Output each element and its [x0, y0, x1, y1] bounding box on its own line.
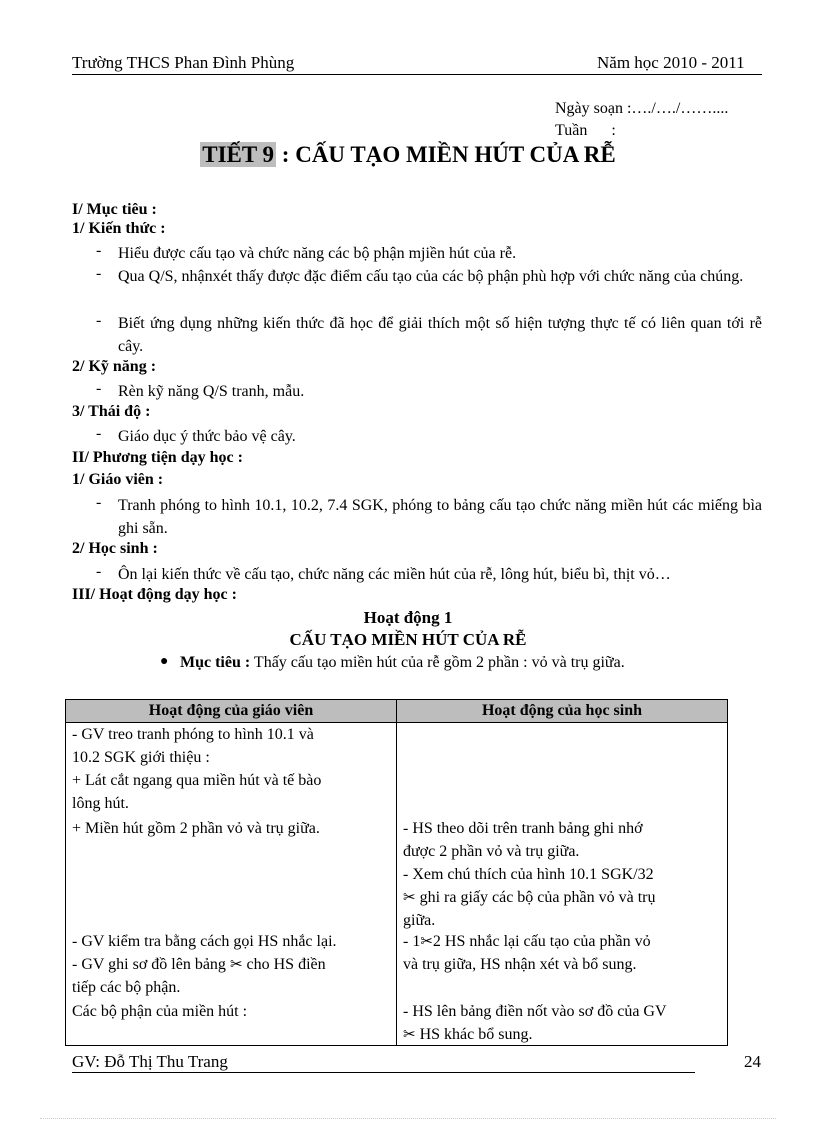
section-knowledge: 1/ Kiến thức : [72, 220, 166, 237]
table-row: - GV treo tranh phóng to hình 10.1 và [72, 726, 314, 743]
student-cell [397, 723, 728, 1046]
table-row: - HS lên bảng điền nốt vào sơ đồ của GV [403, 1003, 667, 1020]
table-row: 10.2 SGK giới thiệu : [72, 749, 210, 766]
table-row: - GV kiểm tra bằng cách gọi HS nhắc lại. [72, 933, 337, 950]
prep-date: Ngày soạn :…./…./…….... [555, 100, 729, 117]
table-row: Các bộ phận của miền hút : [72, 1003, 248, 1020]
col-teacher-header: Hoạt động của giáo viên [66, 700, 397, 723]
scissors-icon: ✂ [403, 1025, 416, 1043]
table-row: giữa. [403, 912, 436, 929]
lesson-number: TIẾT 9 [202, 142, 275, 167]
table-row: - 1✂2 HS nhắc lại cấu tạo của phần vỏ [403, 932, 651, 950]
section-objectives: I/ Mục tiêu : [72, 201, 157, 218]
table-row: được 2 phần vỏ và trụ giữa. [403, 843, 580, 860]
table-row: + Miền hút gồm 2 phần vỏ và trụ giữa. [72, 820, 320, 837]
section-attitude: 3/ Thái độ : [72, 403, 151, 420]
table-row: - GV ghi sơ đồ lên bảng ✂ cho HS điền [72, 955, 326, 973]
lesson-topic: : CẤU TẠO MIỀN HÚT CỦA RỄ [281, 142, 616, 167]
section-materials: II/ Phương tiện dạy học : [72, 449, 243, 466]
table-row: ✂ HS khác bổ sung. [403, 1025, 533, 1043]
table-row: tiếp các bộ phận. [72, 979, 181, 996]
bullet-dot-icon: ● [160, 654, 169, 669]
page-bottom-divider [40, 1118, 776, 1119]
section-activities: III/ Hoạt động dạy học : [72, 586, 237, 603]
scissors-icon: ✂ [420, 932, 433, 950]
lesson-title [0, 142, 816, 168]
header-rule [72, 74, 762, 75]
table-row: lông hút. [72, 795, 129, 812]
section-teacher: 1/ Giáo viên : [72, 471, 164, 488]
activity-heading: Hoạt động 1 [363, 608, 453, 627]
scissors-icon: ✂ [229, 955, 243, 973]
header-school: Trường THCS Phan Đình Phùng [72, 53, 295, 72]
footer-teacher: GV: Đỗ Thị Thu Trang [72, 1052, 228, 1071]
table-row: - HS theo dõi trên tranh bảng ghi nhớ [403, 820, 643, 837]
table-row: và trụ giữa, HS nhận xét và bổ sung. [403, 956, 637, 973]
week-label: Tuần : [555, 122, 616, 139]
activity-subheading: CẤU TẠO MIỀN HÚT CỦA RỄ [289, 630, 527, 649]
section-student: 2/ Học sinh : [72, 540, 158, 557]
section-skills: 2/ Kỹ năng : [72, 358, 157, 375]
table-row: - Xem chú thích của hình 10.1 SGK/32 [403, 866, 654, 883]
scissors-icon: ✂ [403, 888, 416, 906]
col-student-header: Hoạt động của học sinh [397, 700, 728, 723]
table-row: ✂ ghi ra giấy các bộ của phần vỏ và trụ [403, 888, 656, 906]
footer-rule [72, 1072, 695, 1073]
teacher-cell [66, 723, 397, 1046]
activity-table [65, 699, 728, 1046]
header-year: Năm học 2010 - 2011 [597, 53, 745, 72]
table-row: + Lát cắt ngang qua miền hút và tế bào [72, 772, 322, 789]
page-number: 24 [744, 1052, 761, 1071]
